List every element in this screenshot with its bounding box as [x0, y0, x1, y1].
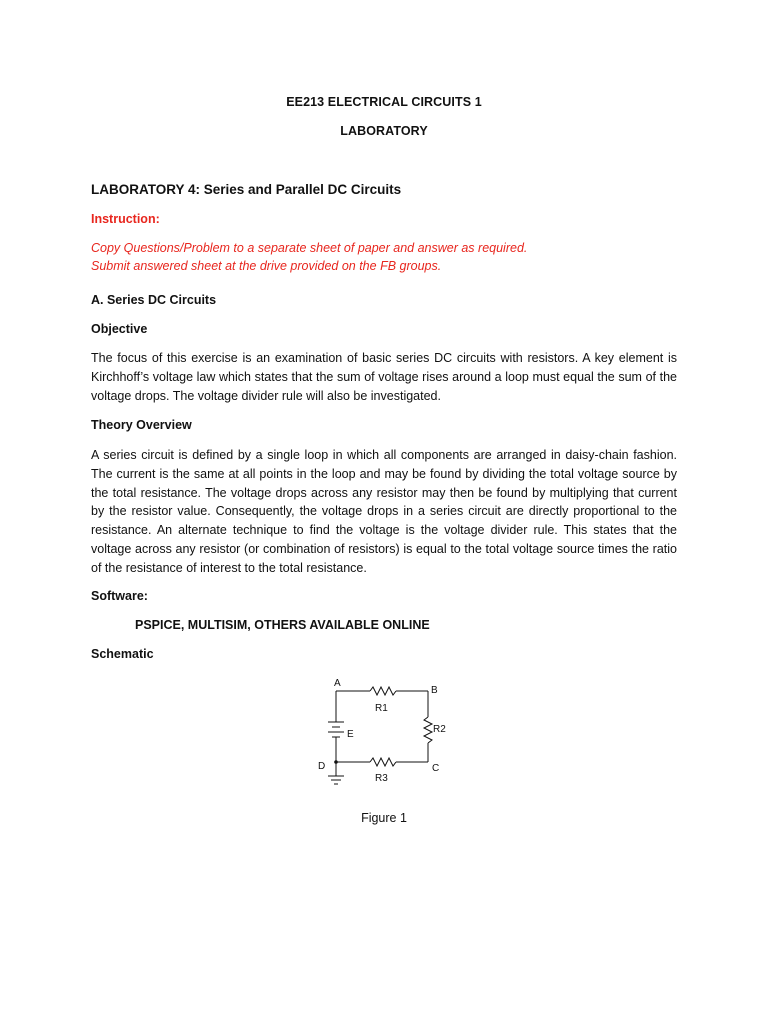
series-circuit-schematic [310, 672, 460, 797]
software-heading: Software: [91, 589, 148, 603]
instruction-line-1: Copy Questions/Problem to a separate sheet of paper and answer as required. [91, 241, 528, 255]
resistor-r3 [370, 758, 396, 766]
lab-title: LABORATORY 4: Series and Parallel DC Circuits [91, 182, 402, 197]
r1-label: R1 [375, 703, 388, 714]
source-e-label: E [347, 729, 354, 740]
node-d-label: D [318, 761, 326, 772]
objective-heading: Objective [91, 322, 148, 336]
course-subtitle: LABORATORY [340, 124, 428, 138]
objective-paragraph: The focus of this exercise is an examination of basic series DC circuits with resistors. A key element is Kirchhoff’s voltage law which states that the sum of voltage rises around a loop must equal the sum of the voltage drops. The voltage divider rule will also be investigated. [91, 351, 677, 403]
schematic-heading: Schematic [91, 647, 154, 661]
node-a-label: A [334, 678, 341, 689]
theory-paragraph: A series circuit is defined by a single loop in which all components are arranged in daisy-chain fashion. The current is the same at all points in the loop and may be found by dividing the total voltage source by the total resistance. The voltage drops across any resistor may then be found by multiplying that current by the resistor value. Consequently, the voltage drops in a series circuit are directly proportional to the resistance. An alternate technique to find the voltage is the voltage divider rule. This states that the voltage across any resistor (or combination of resistors) is equal to the total voltage source times the ratio of the resistance of interest to the total resistance. [91, 448, 677, 575]
r3-label: R3 [375, 773, 388, 784]
theory-heading: Theory Overview [91, 418, 192, 432]
node-c-label: C [432, 763, 440, 774]
resistor-r1 [370, 687, 396, 695]
figure-caption: Figure 1 [361, 811, 407, 825]
section-a-title: A. Series DC Circuits [91, 293, 217, 307]
software-list: PSPICE, MULTISIM, OTHERS AVAILABLE ONLINE [135, 618, 430, 632]
resistor-r2 [424, 717, 432, 743]
course-title: EE213 ELECTRICAL CIRCUITS 1 [286, 95, 482, 109]
r2-label: R2 [433, 724, 446, 735]
node-d-dot [334, 760, 338, 764]
instruction-line-2: Submit answered sheet at the drive provided on the FB groups. [91, 259, 442, 273]
node-b-label: B [431, 685, 438, 696]
instruction-label: Instruction: [91, 212, 160, 226]
